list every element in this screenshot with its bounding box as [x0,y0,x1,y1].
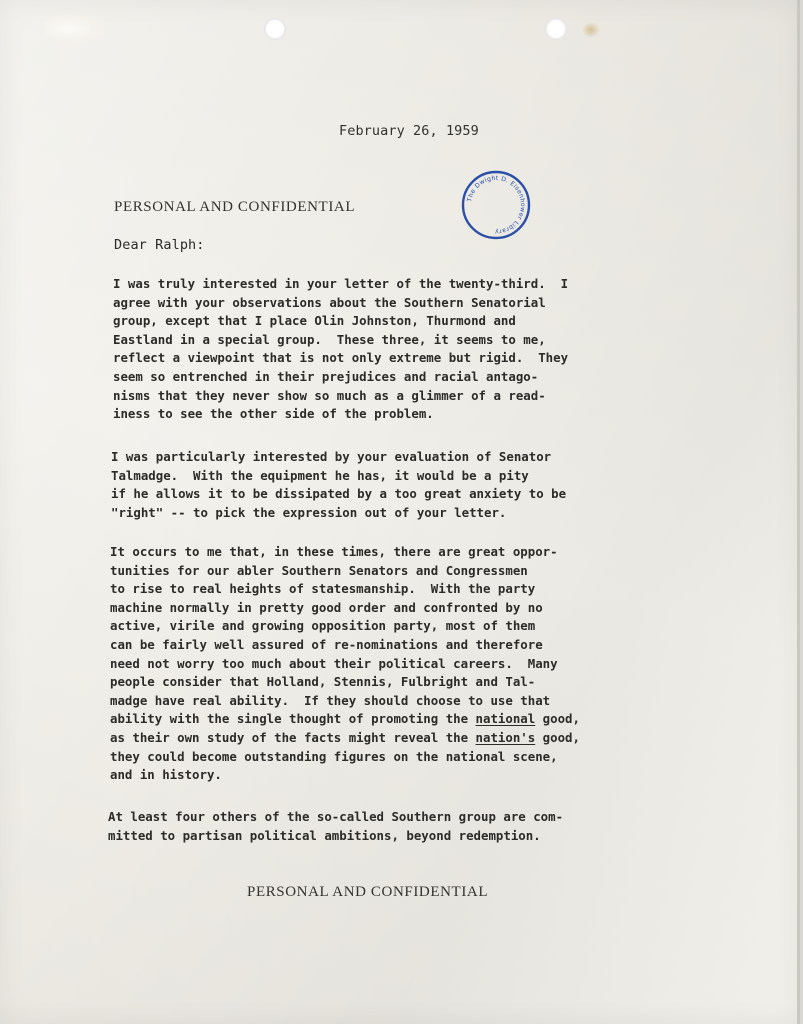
paragraph-line: It occurs to me that, in these times, there are great oppor- [110,544,558,559]
paragraph-line: Eastland in a special group. These three, it seems to me, [113,331,546,347]
paragraph-2 [111,448,566,522]
paragraph-line: tunities for our abler Southern Senators and Congressmen [110,562,528,578]
paragraph-line: they could become outstanding figures on the national scene, [110,748,558,764]
punch-hole-left [264,18,286,40]
paragraph-line: "right" -- to pick the expression out of your letter. [111,504,507,520]
library-stamp [460,169,532,241]
paragraph-line: seem so entrenched in their prejudices and racial antago- [113,368,539,384]
paragraph-line: can be fairly well assured of re-nominations and therefore [110,636,543,652]
paragraph-line: At least four others of the so-called Southern group are com- [108,809,564,824]
underlined-word: national [475,711,536,727]
paragraph-line: iness to see the other side of the problem. [113,406,434,422]
paragraph-line: nisms that they never show so much as a glimmer of a read- [113,387,546,403]
paragraph-line: Talmadge. With the equipment he has, it would be a pity [111,467,529,483]
paragraph-line: mitted to partisan political ambitions, beyond redemption. [108,827,541,843]
paragraph-4 [108,808,563,845]
paragraph-line [110,710,580,729]
salutation: Dear Ralph: [114,237,205,253]
paragraph-line: people consider that Holland, Stennis, Fulbright and Tal- [110,674,536,690]
paragraph-1 [113,275,568,424]
confidential-footer: PERSONAL AND CONFIDENTIAL [247,884,489,900]
paragraph-line: I was particularly interested by your evaluation of Senator [111,449,552,464]
confidential-header: PERSONAL AND CONFIDENTIAL [114,199,356,215]
line-segment: good, [535,729,580,745]
paragraph-3 [110,543,580,785]
paragraph-line: group, except that I place Olin Johnston, Thurmond and [113,313,516,329]
paragraph-line: active, virile and growing opposition party, most of them [110,618,536,634]
paragraph-line: to rise to real heights of statesmanship. With the party [110,581,536,597]
stamp-lettering: The Dwight D. Eisenhower Library [466,174,527,236]
underlined-word: nation's [475,729,536,745]
paragraph-line: and in history. [110,767,222,783]
paragraph-line: need not worry too much about their political careers. Many [110,655,558,671]
paper-tear [44,14,104,44]
paragraph-line: I was truly interested in your letter of the twenty-third. I [113,276,569,291]
line-segment: as their own study of the facts might reveal the [110,729,476,745]
paragraph-line: machine normally in pretty good order and confronted by no [110,599,543,615]
paragraph-line: if he allows it to be dissipated by a too great anxiety to be [111,486,567,502]
paper-stain [582,22,600,38]
line-segment: good, [535,711,580,727]
paragraph-line: madge have real ability. If they should choose to use that [110,692,551,708]
page-edge [797,0,800,1024]
paragraph-line: reflect a viewpoint that is not only extreme but rigid. They [113,350,569,366]
line-segment: ability with the single thought of promoting the [110,711,476,727]
paragraph-line: agree with your observations about the Southern Senatorial [113,294,546,310]
paragraph-line [110,729,580,748]
letter-date: February 26, 1959 [339,123,479,139]
punch-hole-right [545,18,567,40]
